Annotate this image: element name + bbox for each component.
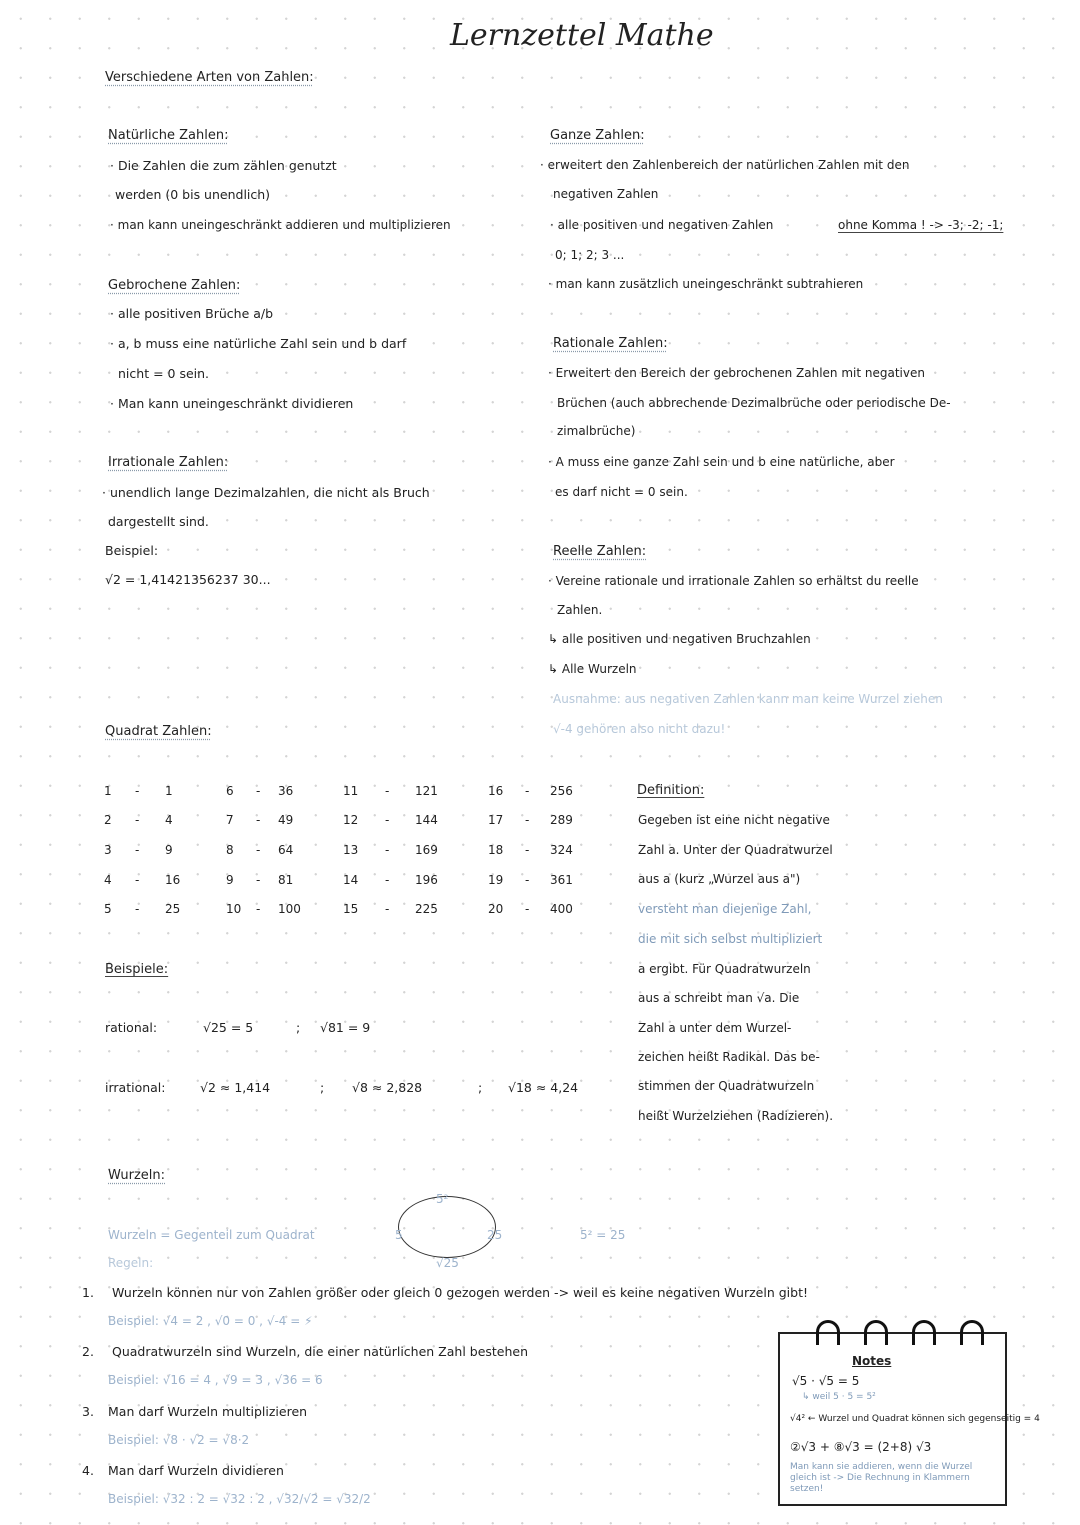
notes-line: √4² ← Wurzel und Quadrat können sich gegenseitig = 4 xyxy=(790,1414,1040,1424)
irrational-example: √18 ≈ 4,24 xyxy=(508,1080,579,1095)
quadrat-square: 81 xyxy=(278,873,294,887)
regeln-label: Regeln: xyxy=(108,1256,154,1270)
quadrat-base: 20 xyxy=(488,902,504,916)
rule-number: 4. xyxy=(82,1463,94,1478)
notes-title: Notes xyxy=(852,1354,892,1368)
quadrat-dash: - xyxy=(135,843,140,857)
binder-ring xyxy=(960,1320,984,1345)
definition-line: versteht man diejenige Zahl, xyxy=(638,902,812,916)
quadrat-square: 4 xyxy=(165,813,173,827)
binder-ring xyxy=(816,1320,840,1345)
quadrat-dash: - xyxy=(256,902,261,916)
quadrat-base: 14 xyxy=(343,873,359,887)
irrational-example: √8 ≈ 2,828 xyxy=(352,1080,423,1095)
quadrat-square: 25 xyxy=(165,902,181,916)
gebrochene-heading: Gebrochene Zahlen: xyxy=(108,278,241,293)
quadrat-dash: - xyxy=(385,843,390,857)
reelle-heading: Reelle Zahlen: xyxy=(553,544,647,559)
cycle-top: 5² xyxy=(436,1192,449,1206)
page-title: Lernzettel Mathe xyxy=(450,18,714,53)
quadrat-dash: - xyxy=(385,784,390,798)
ganze-line: 0; 1; 2; 3 ... xyxy=(555,248,625,262)
rule-example: Beispiel: √16 = 4 , √9 = 3 , √36 = 6 xyxy=(108,1373,323,1387)
rule-text: Man darf Wurzeln dividieren xyxy=(108,1463,284,1478)
reelle-exception: √-4 gehören also nicht dazu! xyxy=(553,722,726,736)
definition-line: stimmen der Quadratwurzeln xyxy=(638,1079,815,1093)
quadrat-base: 9 xyxy=(226,873,234,887)
quadrat-square: 225 xyxy=(415,902,438,916)
rule-number: 1. xyxy=(82,1285,94,1300)
quadrat-base: 5 xyxy=(104,902,112,916)
natuerliche-heading: Natürliche Zahlen: xyxy=(108,128,229,143)
rule-number: 3. xyxy=(82,1404,94,1419)
quadrat-dash: - xyxy=(525,902,530,916)
quadrat-dash: - xyxy=(385,873,390,887)
natuerliche-line: · Die Zahlen die zum zählen genutzt xyxy=(110,158,337,173)
notes-line: √5 · √5 = 5 xyxy=(792,1374,860,1388)
quadrat-dash: - xyxy=(525,873,530,887)
gebrochene-line: · a, b muss eine natürliche Zahl sein und b darf xyxy=(110,336,407,351)
definition-line: heißt Wurzelziehen (Radizieren). xyxy=(638,1109,834,1123)
irrationale-heading: Irrationale Zahlen: xyxy=(108,455,229,470)
definition-line: aus a schreibt man √a. Die xyxy=(638,991,800,1005)
quadrat-base: 6 xyxy=(226,784,234,798)
rule-example: Beispiel: √32 : 2 = √32 : 2 , √32/√2 = √32/2 xyxy=(108,1492,371,1506)
quadrat-square: 36 xyxy=(278,784,294,798)
notes-line: Man kann sie addieren, wenn die Wurzel gleich ist -> Die Rechnung in Klammern setzen! xyxy=(790,1462,973,1494)
rationale-line: · Erweitert den Bereich der gebrochenen Zahlen mit negativen xyxy=(548,366,925,380)
irrationale-line: √2 = 1,41421356237 30... xyxy=(105,572,271,587)
quadrat-dash: - xyxy=(135,902,140,916)
quadrat-base: 4 xyxy=(104,873,112,887)
definition-line: a ergibt. Für Quadratwurzeln xyxy=(638,962,811,976)
reelle-line: Zahlen. xyxy=(557,603,603,617)
quadrat-base: 11 xyxy=(343,784,359,798)
rule-example: Beispiel: √8 · √2 = √8·2 xyxy=(108,1433,250,1447)
binder-ring xyxy=(912,1320,936,1345)
natuerliche-line: · man kann uneingeschränkt addieren und multiplizieren xyxy=(110,218,451,232)
quadrat-square: 400 xyxy=(550,902,573,916)
irrational-sep: ; xyxy=(478,1080,483,1095)
definition-line: die mit sich selbst multipliziert xyxy=(638,932,823,946)
beispiele-heading: Beispiele: xyxy=(105,962,169,977)
reelle-exception: Ausnahme: aus negativen Zahlen kann man keine Wurzel ziehen xyxy=(553,692,943,706)
quadrat-base: 3 xyxy=(104,843,112,857)
quadrat-square: 1 xyxy=(165,784,173,798)
quadrat-base: 7 xyxy=(226,813,234,827)
quadrat-dash: - xyxy=(256,784,261,798)
quadrat-base: 2 xyxy=(104,813,112,827)
wurzeln-subline: Wurzeln = Gegenteil zum Quadrat xyxy=(108,1228,315,1242)
rule-example: Beispiel: √4 = 2 , √0 = 0 , √-4 = ⚡ xyxy=(108,1314,313,1328)
irrationale-line: · unendlich lange Dezimalzahlen, die nicht als Bruch xyxy=(102,485,430,500)
quadrat-dash: - xyxy=(135,873,140,887)
quadrat-square: 64 xyxy=(278,843,294,857)
ganze-line: · alle positiven und negativen Zahlen xyxy=(550,218,774,232)
irrationale-line: Beispiel: xyxy=(105,543,159,558)
definition-line: Zahl a unter dem Wurzel- xyxy=(638,1021,792,1035)
quadrat-square: 196 xyxy=(415,873,438,887)
cycle-right: 25 xyxy=(487,1228,503,1242)
ganze-heading: Ganze Zahlen: xyxy=(550,128,645,143)
irrational-sep: ; xyxy=(320,1080,325,1095)
ganze-line: · man kann zusätzlich uneingeschränkt subtrahieren xyxy=(548,277,864,291)
gebrochene-line: · alle positiven Brüche a/b xyxy=(110,306,274,321)
rationale-heading: Rationale Zahlen: xyxy=(553,336,668,351)
quadrat-dash: - xyxy=(135,813,140,827)
quadrat-square: 9 xyxy=(165,843,173,857)
quadrat-square: 100 xyxy=(278,902,301,916)
rule-text: Quadratwurzeln sind Wurzeln, die einer natürlichen Zahl bestehen xyxy=(112,1344,529,1359)
rationale-line: zimalbrüche) xyxy=(557,424,636,438)
quadrat-dash: - xyxy=(135,784,140,798)
quadrat-square: 144 xyxy=(415,813,438,827)
gebrochene-line: nicht = 0 sein. xyxy=(118,366,210,381)
quadrat-dash: - xyxy=(256,873,261,887)
reelle-line: · Vereine rationale und irrationale Zahlen so erhältst du reelle xyxy=(548,574,919,588)
quadrat-dash: - xyxy=(256,843,261,857)
definition-line: Zahl a. Unter der Quadratwurzel xyxy=(638,843,833,857)
definition-line: Gegeben ist eine nicht negative xyxy=(638,813,830,827)
quadrat-square: 169 xyxy=(415,843,438,857)
rational-sep: ; xyxy=(296,1020,301,1035)
cycle-bottom: √25 xyxy=(436,1256,459,1270)
irrationale-line: dargestellt sind. xyxy=(108,514,209,529)
quadrat-square: 324 xyxy=(550,843,573,857)
quadrat-dash: - xyxy=(525,843,530,857)
reelle-line: ↳ Alle Wurzeln xyxy=(548,662,637,676)
rule-text: Man darf Wurzeln multiplizieren xyxy=(108,1404,308,1419)
quadrat-dash: - xyxy=(256,813,261,827)
intro-heading: Verschiedene Arten von Zahlen: xyxy=(105,70,314,85)
quadrat-dash: - xyxy=(525,784,530,798)
natuerliche-line: werden (0 bis unendlich) xyxy=(115,187,271,202)
quadrat-dash: - xyxy=(385,902,390,916)
irrational-label: irrational: xyxy=(105,1080,166,1095)
quadrat-base: 1 xyxy=(104,784,112,798)
quadrat-base: 16 xyxy=(488,784,504,798)
quadrat-square: 361 xyxy=(550,873,573,887)
quadrat-base: 13 xyxy=(343,843,359,857)
rationale-line: es darf nicht = 0 sein. xyxy=(555,485,688,499)
quadrat-base: 17 xyxy=(488,813,504,827)
quadrat-base: 18 xyxy=(488,843,504,857)
gebrochene-line: · Man kann uneingeschränkt dividieren xyxy=(110,396,354,411)
ganze-line: · erweitert den Zahlenbereich der natürlichen Zahlen mit den xyxy=(540,158,910,172)
rationale-line: Brüchen (auch abbrechende Dezimalbrüche oder periodische De- xyxy=(557,396,951,410)
rule-number: 2. xyxy=(82,1344,94,1359)
quadrat-heading: Quadrat Zahlen: xyxy=(105,724,212,739)
quadrat-square: 16 xyxy=(165,873,181,887)
quadrat-base: 10 xyxy=(226,902,242,916)
quadrat-base: 8 xyxy=(226,843,234,857)
definition-line: aus a (kurz „Wurzel aus a") xyxy=(638,872,801,886)
ganze-line: negativen Zahlen xyxy=(553,187,659,201)
notes-line: ↳ weil 5 · 5 = 5² xyxy=(802,1392,876,1402)
wurzeln-equation: 5² = 25 xyxy=(580,1228,626,1242)
quadrat-base: 12 xyxy=(343,813,359,827)
quadrat-dash: - xyxy=(385,813,390,827)
quadrat-square: 256 xyxy=(550,784,573,798)
definition-heading: Definition: xyxy=(637,783,705,798)
ganze-note: ohne Komma ! -> -3; -2; -1; xyxy=(838,218,1004,232)
rationale-line: · A muss eine ganze Zahl sein und b eine natürliche, aber xyxy=(548,455,895,469)
quadrat-base: 15 xyxy=(343,902,359,916)
binder-ring xyxy=(864,1320,888,1345)
definition-line: zeichen heißt Radikal. Das be- xyxy=(638,1050,820,1064)
quadrat-dash: - xyxy=(525,813,530,827)
rational-label: rational: xyxy=(105,1020,158,1035)
quadrat-square: 121 xyxy=(415,784,438,798)
rational-example: √81 = 9 xyxy=(320,1020,371,1035)
quadrat-square: 49 xyxy=(278,813,294,827)
notes-card xyxy=(778,1332,1040,1506)
quadrat-base: 19 xyxy=(488,873,504,887)
wurzeln-heading: Wurzeln: xyxy=(108,1168,166,1183)
notes-line: ②√3 + ⑧√3 = (2+8) √3 xyxy=(790,1440,932,1454)
rule-text: Wurzeln können nur von Zahlen größer oder gleich 0 gezogen werden -> weil es keine negativen Wurzeln gibt! xyxy=(112,1285,808,1300)
rational-example: √25 = 5 xyxy=(203,1020,254,1035)
reelle-line: ↳ alle positiven und negativen Bruchzahlen xyxy=(548,632,811,646)
irrational-example: √2 ≈ 1,414 xyxy=(200,1080,271,1095)
quadrat-square: 289 xyxy=(550,813,573,827)
cycle-left: 5 xyxy=(395,1228,403,1242)
